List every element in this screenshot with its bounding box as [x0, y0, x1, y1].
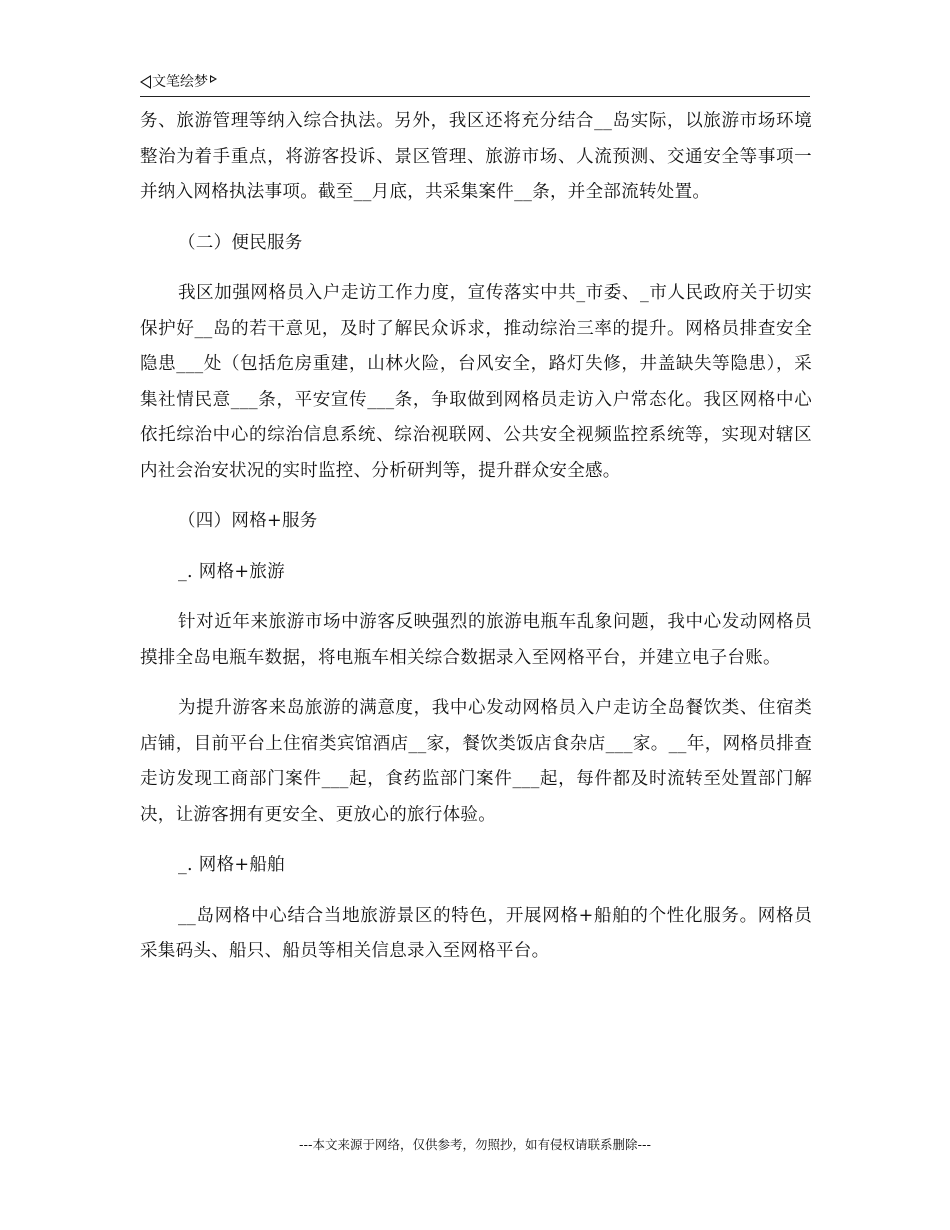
document-body [140, 104, 812, 970]
logo-text: 文笔绘梦 [152, 74, 208, 90]
page-header [140, 72, 810, 97]
subheading-grid-plus-ships: _. 网格+船舶 [178, 855, 285, 875]
logo [140, 72, 217, 92]
paragraph-ships: __岛网格中心结合当地旅游景区的特色，开展网格+船舶的个性化服务。网格员采集码头、船只、船员等相关信息录入至网格平台。 [140, 905, 812, 961]
section-heading-grid-plus-service: （四）网格+服务 [178, 511, 318, 531]
left-triangle-icon [140, 75, 151, 89]
paragraph-electric-vehicles: 针对近年来旅游市场中游客反映强烈的旅游电瓶车乱象问题，我中心发动网格员摸排全岛电瓶车数据，将电瓶车相关综合数据录入至网格平台，并建立电子台账。 [140, 612, 812, 668]
paragraph-grid-visits: 我区加强网格员入户走访工作力度，宣传落实中共_市委、_市人民政府关于切实保护好__岛的若干意见，及时了解民众诉求，推动综治三率的提升。网格员排查安全隐患___处（包括危房重建，山林火险，台风安全，路灯失修，井盖缺失等隐患），采集社情民意___条，平安宣传___条，争取做到网格员走访入户常态化。我区网格中心依托综治中心的综治信息系统、综治视联网、公共安全视频监控系统等，实现对辖区内社会治安状况的实时监控、分析研判等，提升群众安全感。 [140, 283, 812, 481]
subheading-grid-plus-tourism: _. 网格+旅游 [178, 561, 285, 582]
section-heading-convenience-service: （二）便民服务 [178, 232, 303, 253]
footer-notice: ---本文来源于网络，仅供参考，勿照抄，如有侵权请联系删除--- [298, 1137, 652, 1152]
right-triangle-icon [210, 75, 217, 83]
paragraph-tourist-satisfaction: 为提升游客来岛旅游的满意度，我中心发动网格员入户走访全岛餐饮类、住宿类店铺，目前平台上住宿类宾馆酒店__家，餐饮类饭店食杂店___家。__年，网格员排查走访发现工商部门案件___起，食药监部门案件___起，每件都及时流转至处置部门解决，让游客拥有更安全、更放心的旅行体验。 [140, 698, 813, 825]
paragraph-continuation: 务、旅游管理等纳入综合执法。另外，我区还将充分结合__岛实际，以旅游市场环境整治为着手重点，将游客投诉、景区管理、旅游市场、人流预测、交通安全等事项一并纳入网格执法事项。截至__月底，共采集案件__条，并全部流转处置。 [140, 111, 812, 202]
